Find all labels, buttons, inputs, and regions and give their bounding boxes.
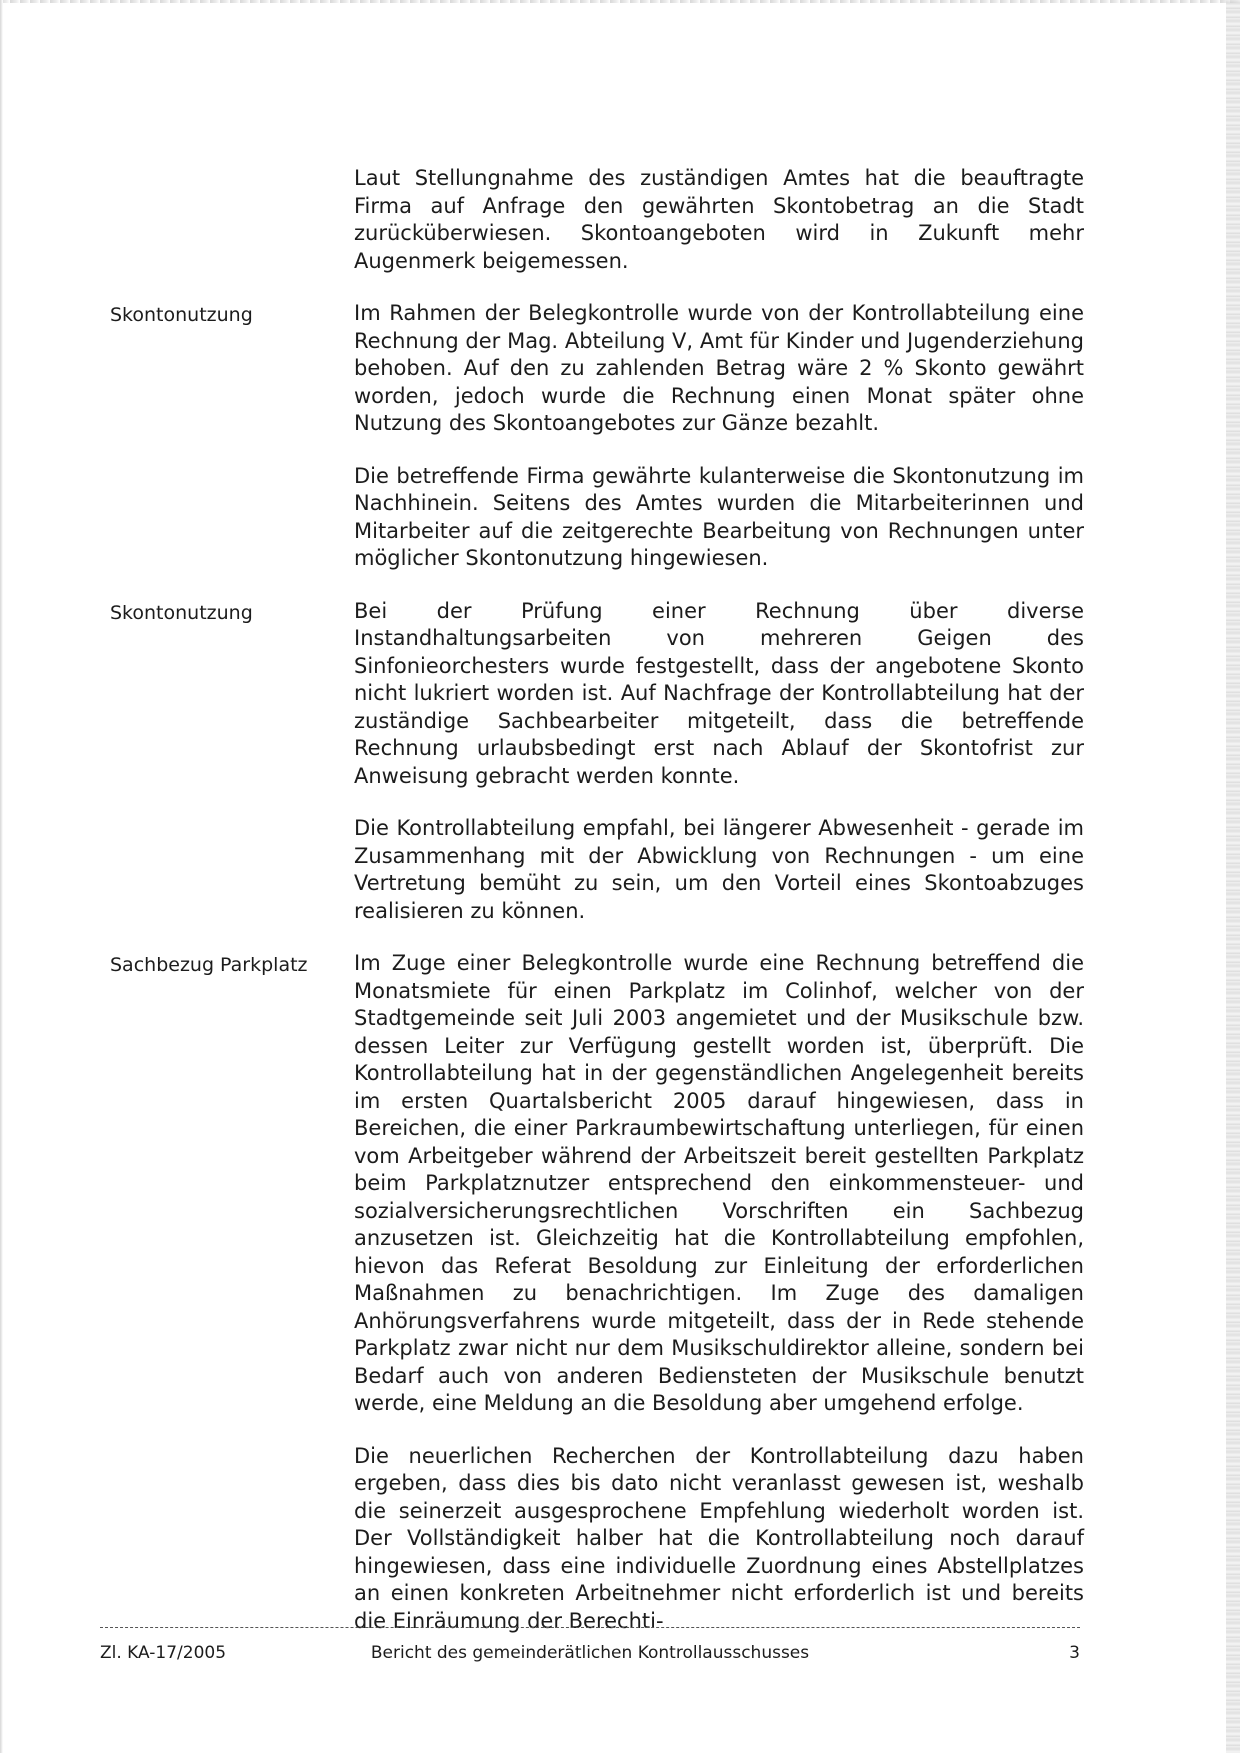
footer-title: Bericht des gemeinderätlichen Kontrollausschusses: [370, 1643, 810, 1663]
paragraph-block: [0, 815, 1240, 925]
paragraph-text: Bei der Prüfung einer Rechnung über diverse Instandhaltungsarbeiten von mehreren Geigen des Sinfonieorchesters wurde festgestellt, dass der angebotene Skonto nicht lukriert worden ist. Auf Nachfrage der Kontrollabteilung hat der zuständige Sachbearbeiter mitgeteilt, dass die betreffende Rechnung urlaubsbedingt erst nach Ablauf der Skontofrist zur Anweisung gebracht werden konnte.: [354, 598, 1084, 788]
footer-divider: [100, 1627, 1080, 1628]
report-body: [0, 165, 1240, 1660]
paragraph-block: [0, 950, 1240, 1418]
paragraph-block: [0, 1443, 1240, 1636]
scan-edge-top: [0, 0, 1240, 3]
paragraph-block: [0, 165, 1240, 275]
paragraph-text: Im Zuge einer Belegkontrolle wurde eine Rechnung betreffend die Monatsmiete für einen Parkplatz im Colinhof, welcher von der Stadtgemeinde seit Juli 2003 angemietet und der Musikschule bzw. dessen Leiter zur Verfügung gestellt worden ist, überprüft. Die Kontrollabteilung hat in der gegenständlichen Angelegenheit bereits im ersten Quartalsbericht 2005 darauf hingewiesen, dass in Bereichen, die einer Parkraumbewirtschaftung unterliegen, für einen vom Arbeitgeber während der Arbeitszeit bereit gestellten Parkplatz beim Parkplatznutzer entsprechend den einkommensteuer- und sozialversicherungsrechtlichen Vorschriften ein Sachbezug anzusetzen ist. Gleichzeitig hat die Kontrollabteilung empfohlen, hievon das Referat Besoldung zur Einleitung der erforderlichen Maßnahmen zu benachrichtigen. Im Zuge des damaligen Anhörungsverfahrens wurde mitgeteilt, dass der in Rede stehende Parkplatz zwar nicht nur dem Musikschuldirektor alleine, sondern bei Bedarf auch von anderen Bediensteten der Musikschule benutzt werde, eine Meldung an die Besoldung aber umgehend erfolge.: [354, 951, 1084, 1415]
footer-page-number: 3: [1069, 1643, 1080, 1663]
paragraph-block: [0, 463, 1240, 573]
margin-label: Sachbezug Parkplatz: [110, 954, 308, 976]
paragraph-text: Die neuerlichen Recherchen der Kontrollabteilung dazu haben ergeben, dass dies bis dato nicht veranlasst gewesen ist, weshalb die seinerzeit ausgesprochene Empfehlung wiederholt worden ist. Der Vollständigkeit halber hat die Kontrollabteilung noch darauf hingewiesen, dass eine individuelle Zuordnung eines Abstellplatzes an einen konkreten Arbeitnehmer nicht erforderlich ist und bereits die Einräumung der Berechti-: [354, 1443, 1084, 1633]
paragraph-text: Die betreffende Firma gewährte kulanterweise die Skontonutzung im Nachhinein. Seitens des Amtes wurden die Mitarbeiterinnen und Mitarbeiter auf die zeitgerechte Bearbeitung von Rechnungen unter möglicher Skontonutzung hingewiesen.: [354, 463, 1084, 570]
margin-label: Skontonutzung: [110, 601, 253, 624]
margin-label: Skontonutzung: [110, 304, 253, 326]
footer-reference: Zl. KA-17/2005: [100, 1643, 227, 1663]
paragraph-block: [0, 300, 1240, 438]
paragraph-text: Laut Stellungnahme des zuständigen Amtes hat die beauftragte Firma auf Anfrage den gewährten Skontobetrag an die Stadt zurücküberwiesen. Skontoangeboten wird in Zukunft mehr Augenmerk beigemessen.: [354, 166, 1084, 273]
paragraph-text: Im Rahmen der Belegkontrolle wurde von der Kontrollabteilung eine Rechnung der Mag. Abteilung V, Amt für Kinder und Jugenderziehung behoben. Auf den zu zahlenden Betrag wäre 2 % Skonto gewährt worden, jedoch wurde die Rechnung einen Monat später ohne Nutzung des Skontoangebotes zur Gänze bezahlt.: [354, 301, 1084, 435]
paragraph-block: [0, 598, 1240, 791]
paragraph-text: Die Kontrollabteilung empfahl, bei längerer Abwesenheit - gerade im Zusammenhang mit der Abwicklung von Rechnungen - um eine Vertretung bemüht zu sein, um den Vorteil eines Skontoabzuges realisieren zu können.: [354, 816, 1084, 923]
page-footer: [100, 1641, 1080, 1665]
